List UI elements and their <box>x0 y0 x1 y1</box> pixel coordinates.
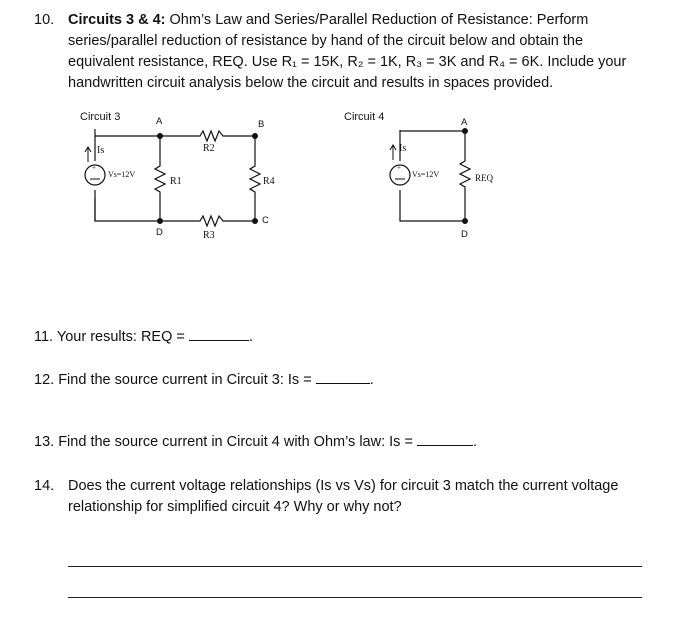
question-11-text: Your results: REQ = <box>56 329 185 345</box>
node-d-label: D <box>156 227 163 238</box>
question-14 <box>34 476 654 518</box>
circuit-4-node-d-label: D <box>461 229 468 240</box>
question-10-intro: Ohm’s Law and Series/Parallel Reduction of Resistance: Perform <box>165 12 589 28</box>
question-10-line-3: equivalent resistance, REQ. Use R₁ = 15K, R₂ = 1K, R₃ = 3K and R₄ = 6K. Include your <box>68 54 627 70</box>
answer-line-2[interactable] <box>68 597 642 598</box>
question-12 <box>34 370 374 391</box>
r4-label: R4 <box>263 176 275 187</box>
question-11-answer-blank[interactable] <box>189 328 249 341</box>
r4-resistor-symbol <box>250 136 260 221</box>
node-c-label: C <box>262 215 269 226</box>
question-10-number: 10. <box>34 12 55 28</box>
node-c-dot <box>252 218 258 224</box>
r1-resistor-symbol <box>155 136 165 221</box>
question-14-line-1 <box>34 476 654 497</box>
r2-resistor-symbol <box>95 129 255 141</box>
circuit-4-label: Circuit 4 <box>344 111 385 123</box>
question-12-text: Find the source current in Circuit 3: Is = <box>58 372 312 388</box>
question-10-line-2: series/parallel reduction of resistance by hand of the circuit below and obtain the <box>68 33 584 49</box>
question-13-text: Find the source current in Circuit 4 with Ohm’s law: Is = <box>58 434 413 450</box>
node-a-dot <box>157 133 163 139</box>
question-11 <box>34 327 253 348</box>
answer-line-1[interactable] <box>68 566 642 567</box>
question-14-line-2: relationship for simplified circuit 4? Why or why not? <box>68 499 402 515</box>
circuit-4-vs-label: Vs=12V <box>412 170 440 179</box>
req-label: REQ <box>475 173 493 183</box>
question-10-title: Circuits 3 & 4: <box>68 12 166 28</box>
question-14-number: 14. <box>34 478 55 494</box>
circuit-4-node-d-dot <box>462 218 468 224</box>
question-10-line-4: handwritten circuit analysis below the circuit and results in spaces provided. <box>68 75 554 91</box>
circuit-3-label: Circuit 3 <box>80 111 121 123</box>
node-a-label: A <box>156 116 163 127</box>
circuit-4-plus-label: + <box>397 164 401 172</box>
r3-resistor-symbol <box>95 198 255 226</box>
circuit-3-plus-label: + <box>92 164 96 172</box>
question-12-answer-blank[interactable] <box>316 371 370 384</box>
r3-label: R3 <box>203 230 215 241</box>
question-11-number: 11. <box>34 329 54 345</box>
node-b-label: B <box>258 119 265 130</box>
r2-label: R2 <box>203 143 215 154</box>
question-14-text-1: Does the current voltage relationships (Is vs Vs) for circuit 3 match the current voltage <box>68 478 619 494</box>
circuit-4-node-a-label: A <box>461 117 468 128</box>
node-b-dot <box>252 133 258 139</box>
node-d-dot <box>157 218 163 224</box>
circuit-4-is-label: Is <box>399 143 407 154</box>
circuit-3-is-label: Is <box>97 145 105 156</box>
question-13-end: . <box>472 434 477 450</box>
question-12-number: 12. <box>34 372 55 388</box>
circuit-4-node-a-dot <box>462 128 468 134</box>
question-12-end: . <box>369 372 374 388</box>
question-13-answer-blank[interactable] <box>417 433 473 446</box>
question-11-end: . <box>248 329 253 345</box>
r1-label: R1 <box>170 176 182 187</box>
circuit-3-current-arrow <box>85 147 91 162</box>
question-13-number: 13. <box>34 434 55 450</box>
circuit-3-vs-label: Vs=12V <box>108 170 136 179</box>
question-13 <box>34 432 477 453</box>
circuit-4-current-arrow <box>390 145 396 160</box>
